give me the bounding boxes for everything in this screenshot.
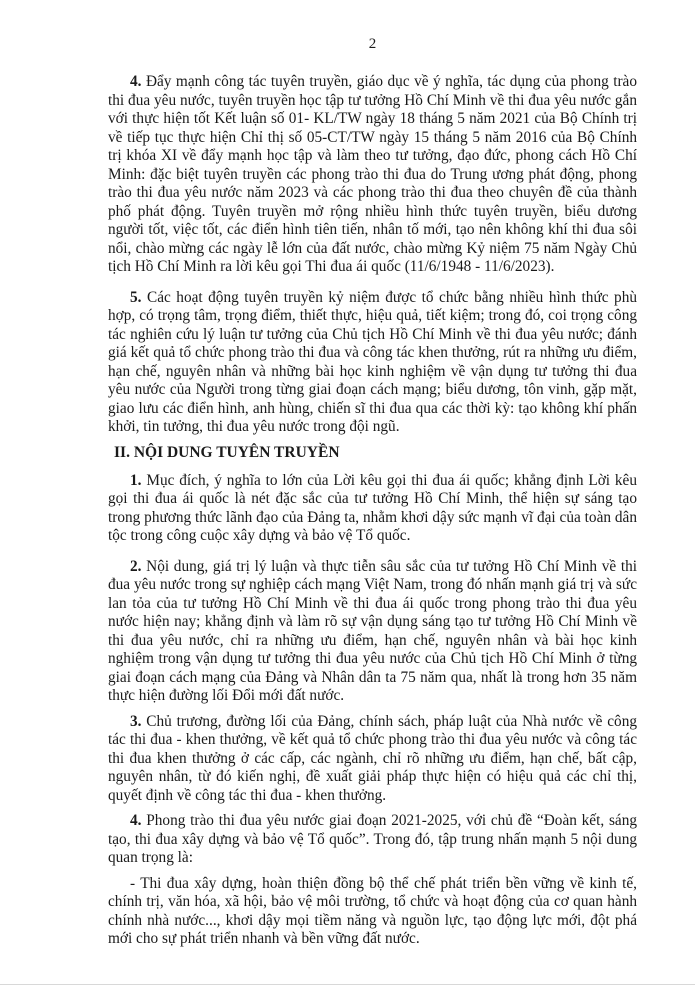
paragraph-content-2 (108, 558, 637, 706)
paragraph-number: 2. (130, 557, 142, 575)
section-heading: II. NỘI DUNG TUYÊN TRUYỀN (114, 443, 340, 461)
paragraph-content-1 (108, 472, 637, 546)
paragraph-number: 4. (130, 73, 142, 90)
paragraph-top-4 (108, 73, 637, 277)
paragraph-text: Mục đích, ý nghĩa to lớn của Lời kêu gọi thi đua ái quốc; khẳng định Lời kêu gọi thi đua ái quốc là nét đặc sắc của tư tưởng Hồ Chí Minh, thể hiện sự sáng tạo trong phương thức lãnh đạo của Đảng ta, nhằm khơi dậy sức mạnh vĩ đại của toàn dân tộc trong công cuộc xây dựng và bảo vệ Tổ quốc. (108, 471, 637, 544)
paragraph-number: 5. (130, 288, 142, 306)
paragraph-number: 1. (130, 471, 142, 489)
paragraph-text: Đẩy mạnh công tác tuyên truyền, giáo dục về ý nghĩa, tác dụng của phong trào thi đua yêu nước, tuyên truyền học tập tư tưởng Hồ Chí Minh về thi đua yêu nước gắn với thực hiện tốt Kết luận số 01- KL/TW ngày 18 tháng 5 năm 2021 của Bộ Chính trị về tiếp tục thực hiện Chỉ thị số 05-CT/TW ngày 15 tháng 5 năm 2016 của Bộ Chính trị khóa XI về đẩy mạnh học tập và làm theo tư tưởng, đạo đức, phong cách Hồ Chí Minh: đặc biệt tuyên truyền các phong trào thi đua do Trung ương phát động, phong trào thi đua yêu nước năm 2023 và các phong trào thi đua theo chuyên đề của thành phố phát động. Tuyên truyền mở rộng nhiều hình thức tuyên truyền, biểu dương người tốt, việc tốt, các điển hình tiên tiến, nhân tố mới, tạo nên không khí thi đua sôi nổi, chào mừng các ngày lễ lớn của đất nước, chào mừng Kỷ niệm 75 năm Ngày Chủ tịch Hồ Chí Minh ra lời kêu gọi Thi đua ái quốc (11/6/1948 - 11/6/2023). (108, 73, 637, 275)
paragraph-top-5 (108, 289, 637, 437)
paragraph-number: 4. (130, 812, 142, 829)
paragraph-text: Nội dung, giá trị lý luận và thực tiễn sâu sắc của tư tưởng Hồ Chí Minh về thi đua yêu nước trong sự nghiệp cách mạng Việt Nam, trong đó nhấn mạnh giá trị và sức lan tỏa của tư tưởng Hồ Chí Minh về thi đua ái quốc trong phong trào thi đua yêu nước hiện nay; khẳng định và làm rõ sự vận dụng sáng tạo tư tưởng Hồ Chí Minh về thi đua yêu nước, chỉ ra những ưu điểm, hạn chế, nguyên nhân và bài học kinh nghiệm trong vận dụng tư tưởng thi đua yêu nước của Chủ tịch Hồ Chí Minh ở từng giai đoạn cách mạng của Đảng và Nhân dân ta 75 năm qua, nhất là trong hơn 35 năm thực hiện đường lối Đổi mới đất nước. (108, 557, 637, 704)
paragraph-text: Phong trào thi đua yêu nước giai đoạn 2021-2025, với chủ đề “Đoàn kết, sáng tạo, thi đua xây dựng và bảo vệ Tổ quốc”. Trong đó, tập trung nhấn mạnh 5 nội dung quan trọng là: (108, 812, 637, 866)
paragraph-text: - Thi đua xây dựng, hoàn thiện đồng bộ thể chế phát triển bền vững về kinh tế, chính trị, văn hóa, xã hội, bảo vệ môi trường, tổ chức và hoạt động của cơ quan hành chính nhà nước..., khơi dậy mọi tiềm năng và nguồn lực, tạo động lực mới, đột phá mới cho sự phát triển nhanh và bền vững đất nước. (108, 874, 637, 947)
bottom-divider (0, 984, 695, 985)
paragraph-text: Các hoạt động tuyên truyền kỷ niệm được tổ chức bằng nhiều hình thức phù hợp, có trọng tâm, trọng điểm, thiết thực, hiệu quả, tiết kiệm; trong đó, coi trọng công tác nghiên cứu lý luận tư tưởng của Chủ tịch Hồ Chí Minh về thi đua yêu nước; đánh giá kết quả tổ chức phong trào thi đua và công tác khen thưởng, rút ra những ưu điểm, hạn chế, nguyên nhân và những bài học kinh nghiệm về vận dụng tư tưởng thi đua yêu nước của Người trong từng giai đoạn cách mạng; biểu dương, tôn vinh, gặp mặt, giao lưu các điển hình, anh hùng, chiến sĩ thi đua qua các thời kỳ: tạo không khí phấn khởi, tin tưởng, thi đua yêu nước trong đội ngũ. (108, 288, 637, 435)
paragraph-content-4 (108, 812, 637, 868)
paragraph-text: Chủ trương, đường lối của Đảng, chính sách, pháp luật của Nhà nước về công tác thi đua - khen thưởng, về kết quả tổ chức phong trào thi đua yêu nước và công tác thi đua khen thưởng ở các cấp, các ngành, chỉ rõ những ưu điểm, hạn chế, bất cập, nguyên nhân, từ đó kiến nghị, đề xuất giải pháp thực hiện có hiệu quả các chỉ thị, quyết định về công tác thi đua - khen thưởng. (108, 712, 637, 804)
page-number: 2 (368, 36, 377, 52)
paragraph-content-3 (108, 713, 637, 806)
paragraph-number: 3. (130, 712, 142, 730)
bullet-paragraph (108, 875, 637, 949)
